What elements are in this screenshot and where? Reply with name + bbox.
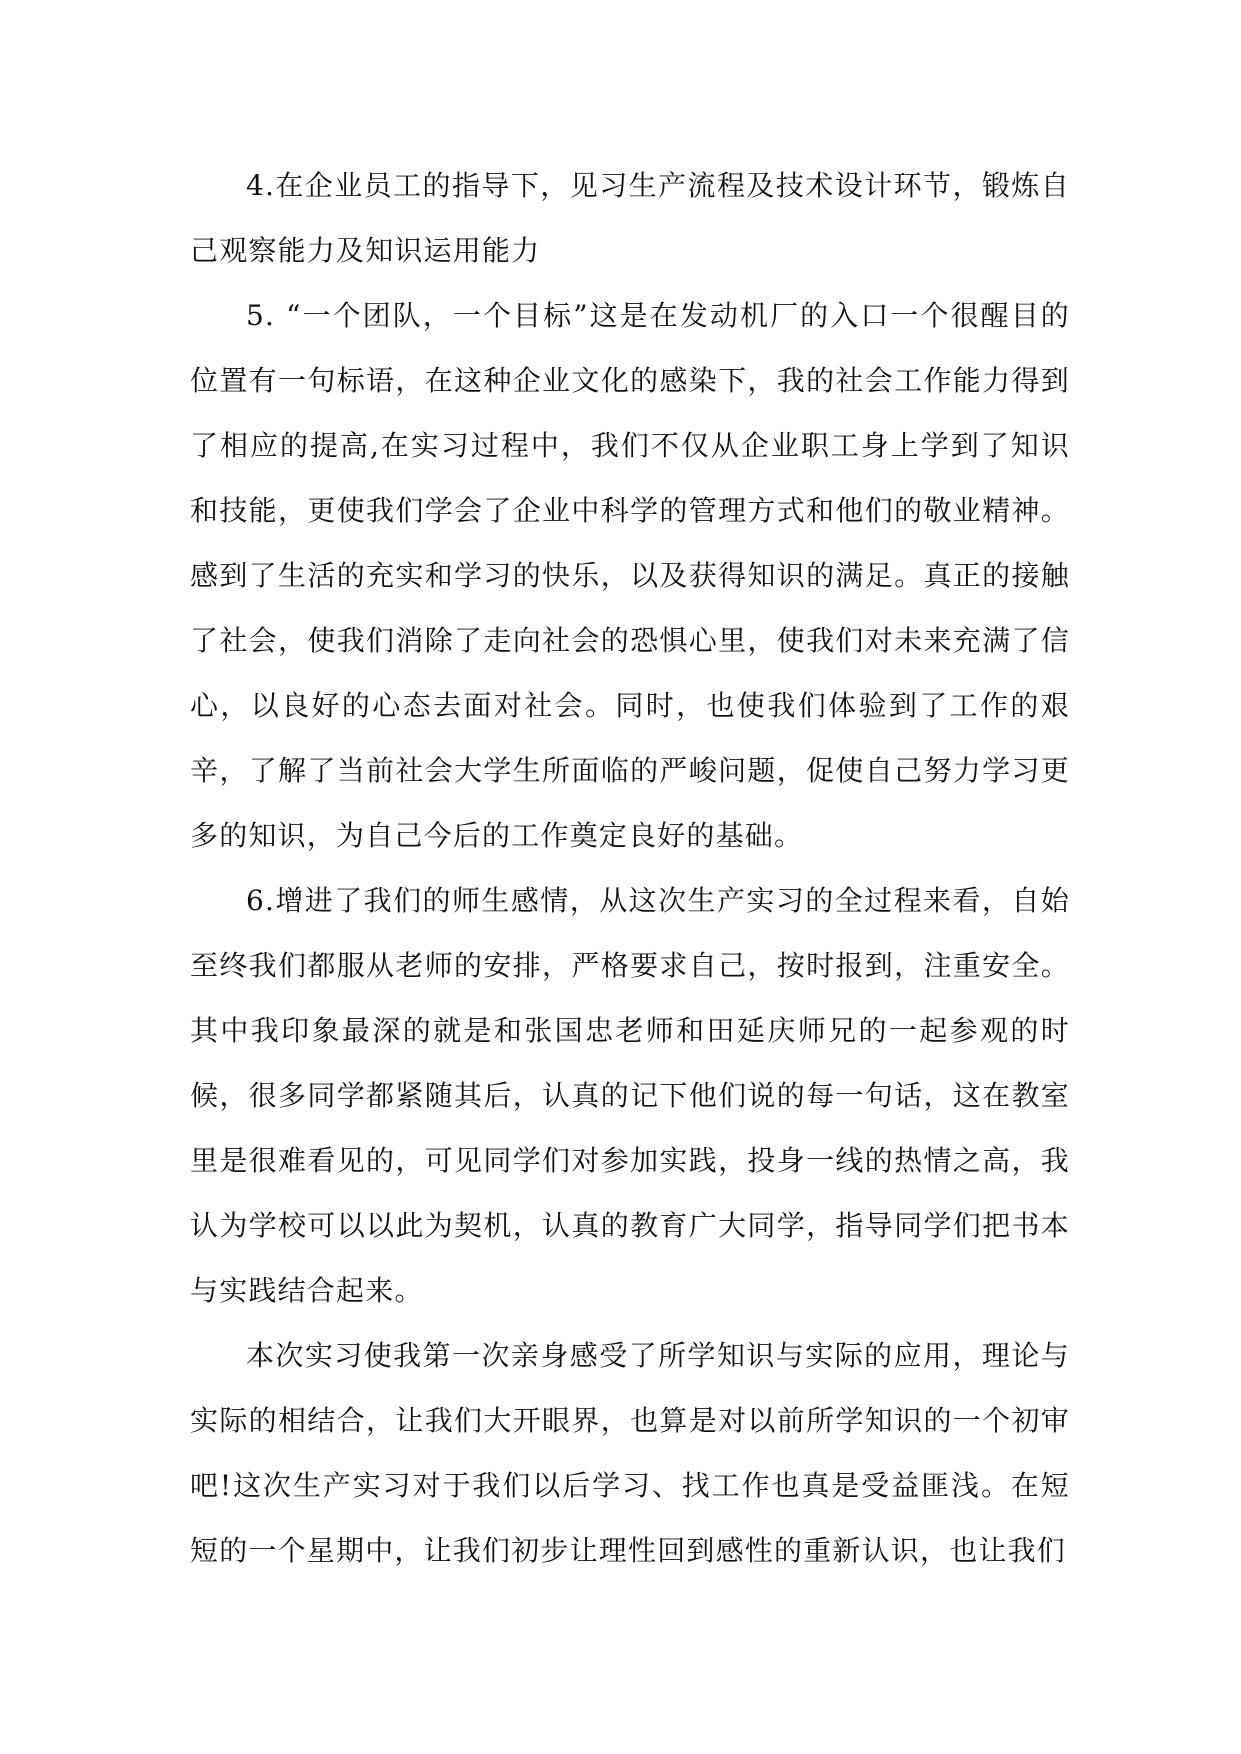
paragraph-item-6: 6.增进了我们的师生感情，从这次生产实习的全过程来看，自始至终我们都服从老师的安排，严格要求自己，按时报到，注重安全。其中我印象最深的就是和张国忠老师和田延庆师兄的一起参观的时候，很多同学都紧随其后，认真的记下他们说的每一句话，这在教室里是很难看见的，可见同学们对参加实践，投身一线的热情之高，我认为学校可以以此为契机，认真的教育广大同学，指导同学们把书本与实践结合起来。 bbox=[190, 884, 1070, 1307]
paragraph-item-5: 5. “一个团队，一个目标”这是在发动机厂的入口一个很醒目的位置有一句标语，在这种企业文化的感染下，我的社会工作能力得到了相应的提高,在实习过程中，我们不仅从企业职工身上学到了知识和技能，更使我们学会了企业中科学的管理方式和他们的敬业精神。感到了生活的充实和学习的快乐，以及获得知识的满足。真正的接触了社会，使我们消除了走向社会的恐惧心里，使我们对未来充满了信心，以良好的心态去面对社会。同时，也使我们体验到了工作的艰辛，了解了当前社会大学生所面临的严峻问题，促使自己努力学习更多的知识，为自己今后的工作奠定良好的基础。 bbox=[190, 299, 1070, 852]
body-text bbox=[190, 153, 1070, 1583]
paragraph-item-4: 4.在企业员工的指导下，见习生产流程及技术设计环节，锻炼自己观察能力及知识运用能力 bbox=[190, 169, 1070, 267]
paragraph-summary: 本次实习使我第一次亲身感受了所学知识与实际的应用，理论与实际的相结合，让我们大开眼界，也算是对以前所学知识的一个初审吧!这次生产实习对于我们以后学习、找工作也真是受益匪浅。在短短的一个星期中，让我们初步让理性回到感性的重新认识，也让我们 bbox=[190, 1339, 1070, 1567]
